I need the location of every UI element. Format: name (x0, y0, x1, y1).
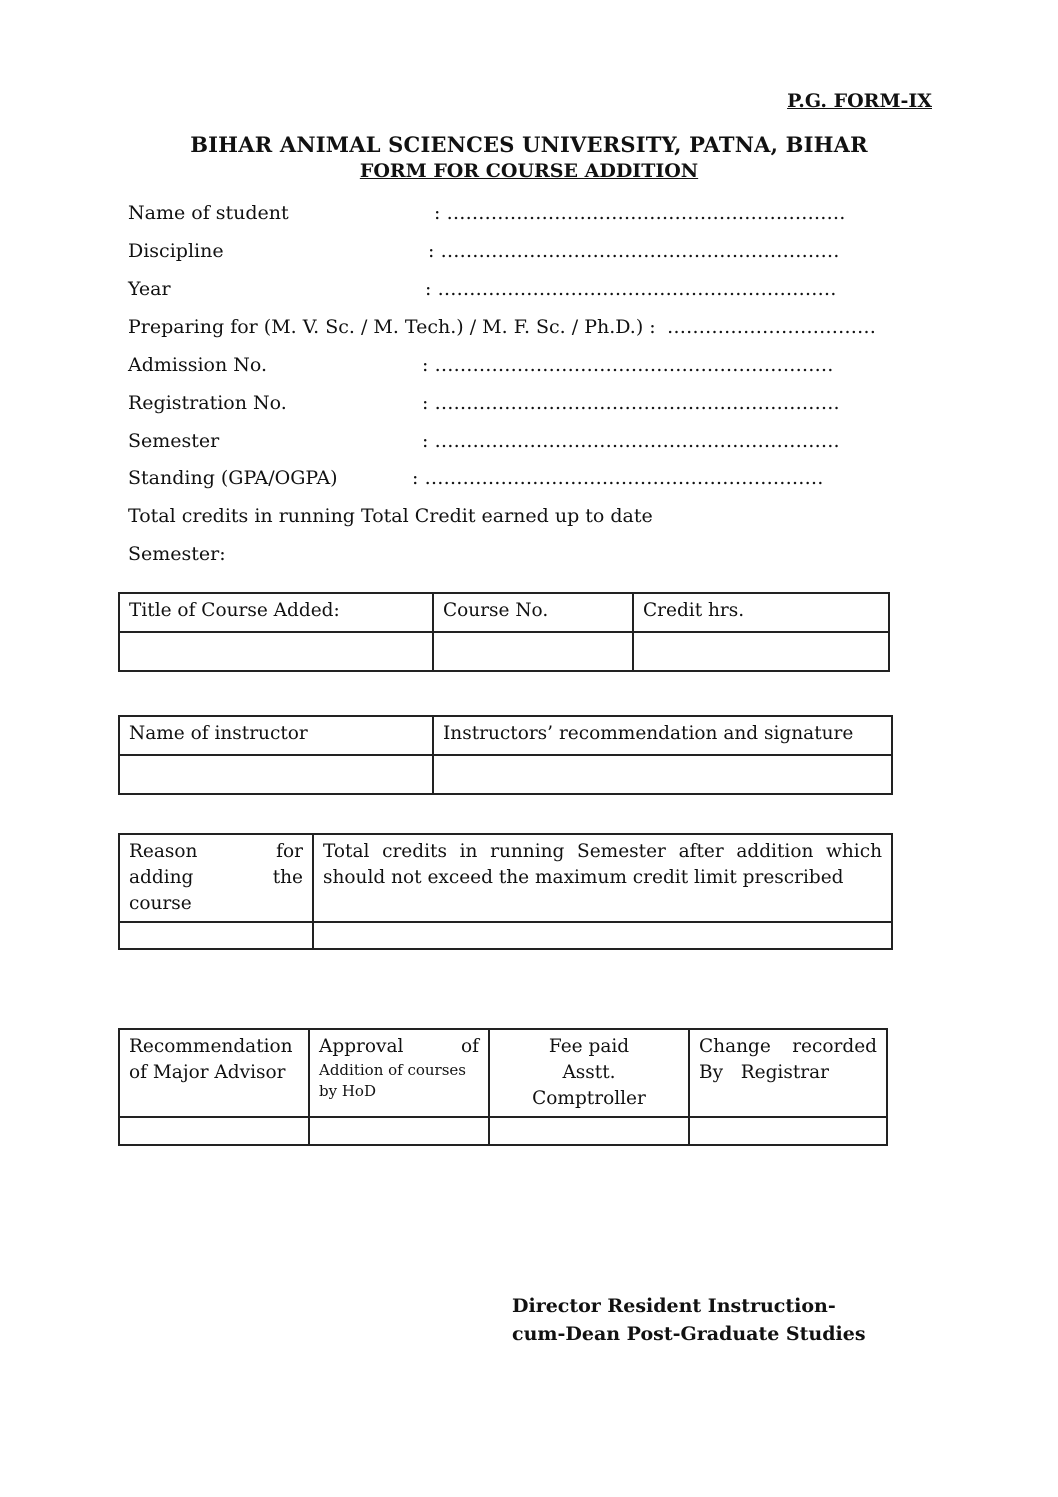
registrar-header (689, 1029, 887, 1117)
field-label: Admission No. (128, 354, 268, 376)
registrar-word: recorded (792, 1036, 877, 1057)
fee-paid-header (489, 1029, 689, 1117)
hod-approval-header (309, 1029, 489, 1117)
registrar-line: By Registrar (699, 1061, 829, 1083)
field-admission-no[interactable] (128, 354, 908, 384)
fee-paid-cell[interactable] (489, 1117, 689, 1145)
field-dots: : ……………………………………………………… (425, 278, 837, 300)
field-name-of-student[interactable] (128, 202, 908, 232)
field-standing[interactable] (128, 467, 908, 497)
field-dots: …………………………… (667, 316, 876, 338)
form-code: P.G. FORM-IX (787, 90, 932, 112)
field-discipline[interactable] (128, 240, 908, 270)
field-dots: : ……………………………………………………… (428, 240, 840, 262)
course-no-header: Course No. (433, 593, 633, 632)
instructor-recommendation-header: Instructors’ recommendation and signature (433, 716, 892, 755)
registrar-word: Change (699, 1036, 771, 1057)
reason-word: Reason (129, 841, 198, 862)
instructor-table (118, 715, 893, 795)
approval-table (118, 1028, 888, 1146)
field-preparing-for[interactable] (128, 316, 908, 346)
fee-line: Comptroller (532, 1087, 646, 1109)
credit-hrs-cell[interactable] (633, 632, 889, 671)
hod-word: Approval (319, 1036, 404, 1057)
instructor-name-cell[interactable] (119, 755, 433, 794)
hod-approval-cell[interactable] (309, 1117, 489, 1145)
field-label: Name of student (128, 202, 289, 224)
total-credits-header: Total credits in running Semester after addition which should not exceed the maximum credit limit prescribed (313, 834, 892, 922)
field-dots: : ………………………………………………………. (422, 430, 840, 452)
reason-word: course (129, 892, 192, 914)
reason-cell[interactable] (119, 922, 313, 949)
field-semester[interactable] (128, 430, 908, 460)
field-label: Discipline (128, 240, 224, 262)
form-title: FORM FOR COURSE ADDITION (359, 160, 699, 182)
signature-block (512, 1292, 866, 1348)
field-dots: : ……………………………………………………… (434, 202, 846, 224)
course-no-cell[interactable] (433, 632, 633, 671)
field-label: Registration No. (128, 392, 287, 414)
reason-table (118, 833, 893, 950)
university-name: BIHAR ANIMAL SCIENCES UNIVERSITY, PATNA, BIHAR (190, 132, 868, 157)
semester-line: Semester: (128, 543, 226, 565)
instructor-name-header: Name of instructor (119, 716, 433, 755)
field-year[interactable] (128, 278, 908, 308)
total-credits-cell[interactable] (313, 922, 892, 949)
field-label: Year (128, 278, 171, 300)
signature-line: cum-Dean Post-Graduate Studies (512, 1323, 866, 1345)
field-label: Semester (128, 430, 220, 452)
course-title-header: Title of Course Added: (119, 593, 433, 632)
registrar-cell[interactable] (689, 1117, 887, 1145)
field-dots: : ……………………………………………………… (422, 354, 834, 376)
reason-word: adding (129, 866, 194, 888)
major-advisor-header: Recommendation of Major Advisor (119, 1029, 309, 1117)
hod-word: of (461, 1036, 479, 1057)
fee-line: Asstt. (562, 1061, 616, 1083)
signature-line: Director Resident Instruction- (512, 1295, 836, 1317)
credit-hrs-header: Credit hrs. (633, 593, 889, 632)
hod-detail: Addition of courses by HoD (319, 1060, 467, 1100)
course-table (118, 592, 890, 672)
reason-header (119, 834, 313, 922)
field-dots: : ………………………………………………………. (422, 392, 840, 414)
field-registration-no[interactable] (128, 392, 908, 422)
field-dots: : ……………………………………………………… (412, 467, 824, 489)
field-label: Standing (GPA/OGPA) (128, 467, 338, 489)
major-advisor-cell[interactable] (119, 1117, 309, 1145)
reason-word: for (276, 841, 303, 862)
field-label: Preparing for (M. V. Sc. / M. Tech.) / M. F. Sc. / Ph.D.) : (128, 316, 656, 338)
course-title-cell[interactable] (119, 632, 433, 671)
credits-line: Total credits in running Total Credit earned up to date (128, 505, 653, 527)
instructor-recommendation-cell[interactable] (433, 755, 892, 794)
fee-line: Fee paid (548, 1036, 630, 1057)
reason-word: the (272, 866, 303, 888)
